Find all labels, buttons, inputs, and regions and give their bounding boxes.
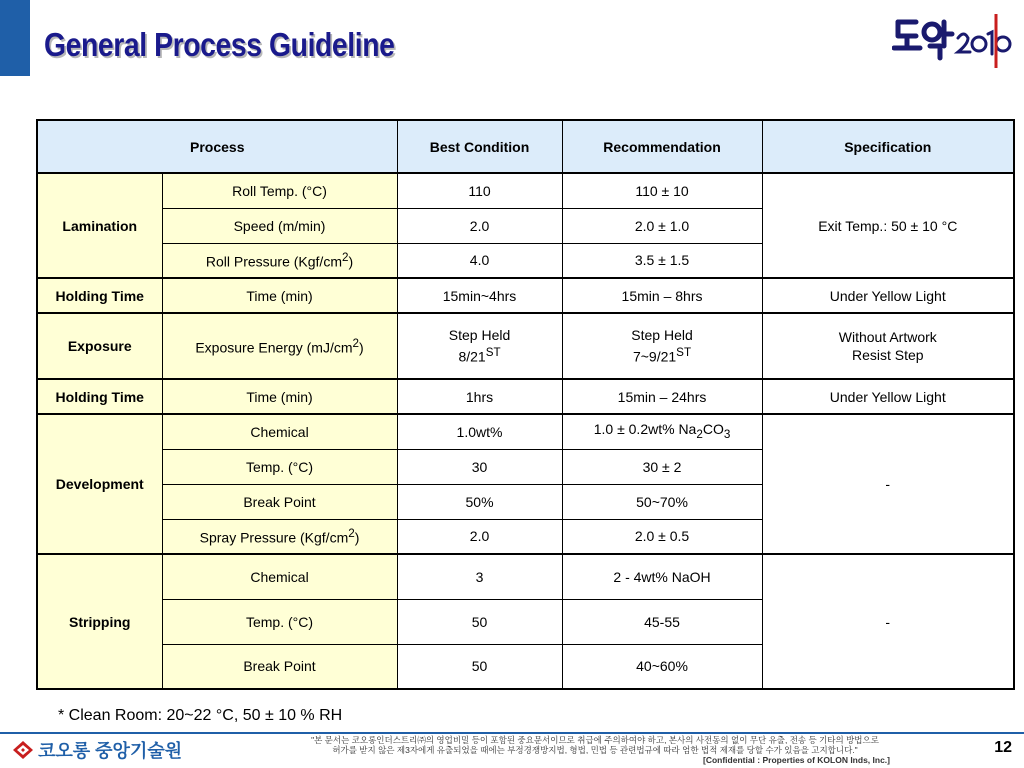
title-accent-bar [0,0,30,76]
best-cell: 4.0 [397,243,562,278]
best-cell: Step Held 8/21ST [397,313,562,379]
table-row [37,278,1014,313]
group-development: Development [37,414,162,554]
best-cell: 1hrs [397,379,562,414]
best-cell: 30 [397,449,562,484]
best-cell: 3 [397,554,562,599]
rec-cell: 50~70% [562,484,762,519]
best-cell: 50 [397,599,562,644]
header-process: Process [37,120,397,173]
kolon-emblem-icon [12,740,34,760]
param-cell: Time (min) [162,379,397,414]
spec-cell: - [762,414,1014,554]
group-stripping: Stripping [37,554,162,689]
confidentiality-line-1: "본 문서는 코오롱인더스트리㈜의 영업비밀 등이 포함된 중요문서이므로 취급에 주의하여야 하고, 본사의 사전동의 없이 무단 유출, 전송 등 기타의 방법으로 [311,735,879,745]
table-row [37,554,1014,599]
doyak-2010-logo [892,10,1016,70]
spec-cell: Exit Temp.: 50 ± 10 °C [762,173,1014,278]
process-guideline-table [36,119,1015,690]
confidential-tag: [Confidential : Properties of KOLON Inds, Inc.] [702,755,890,765]
group-lamination: Lamination [37,173,162,278]
table-header-row [37,120,1014,173]
table-row [37,379,1014,414]
best-cell: 2.0 [397,519,562,554]
header-recommendation: Recommendation [562,120,762,173]
spec-cell: Under Yellow Light [762,379,1014,414]
param-cell: Chemical [162,554,397,599]
confidentiality-line-2: 허가를 받지 않은 제3자에게 유출되었을 때에는 부정경쟁방지법, 형법, 민법 등 관련법규에 따라 엄한 법적 제재를 당할 수가 있음을 고지합니다." [332,745,858,755]
param-cell: Roll Temp. (°C) [162,173,397,208]
header-best-condition: Best Condition [397,120,562,173]
best-cell: 15min~4hrs [397,278,562,313]
best-cell: 110 [397,173,562,208]
group-exposure: Exposure [37,313,162,379]
spec-cell: - [762,554,1014,689]
param-cell: Exposure Energy $(mJ/cm^2)$ [162,313,397,379]
spec-cell: Without Artwork Resist Step [762,313,1014,379]
rec-cell: 15min – 24hrs [562,379,762,414]
confidentiality-notice [250,735,940,765]
clean-room-note: * Clean Room: 20~22 °C, 50 ± 10 % RH [58,707,343,724]
param-cell: Time (min) [162,278,397,313]
table-row [37,414,1014,449]
rec-cell: 2 - 4wt% NaOH [562,554,762,599]
footer-divider [0,732,1024,734]
param-cell: Temp. (°C) [162,599,397,644]
table-row [37,313,1014,379]
rec-cell: Step Held 7~9/21ST [562,313,762,379]
page-number: 12 [994,739,1012,756]
group-holding-time: Holding Time [37,379,162,414]
best-cell: 50% [397,484,562,519]
best-cell: 50 [397,644,562,689]
page-title: General Process Guideline [44,26,395,63]
param-cell: Spray Pressure $(Kgf/cm^2)$ [162,519,397,554]
rec-cell: 110 ± 10 [562,173,762,208]
rec-cell: 30 ± 2 [562,449,762,484]
rec-cell: 2.0 ± 1.0 [562,208,762,243]
best-cell: 2.0 [397,208,562,243]
param-cell: Break Point [162,644,397,689]
rec-cell: 45-55 [562,599,762,644]
company-name: 코오롱 중앙기술원 [38,741,183,761]
rec-cell: 3.5 ± 1.5 [562,243,762,278]
group-holding-time: Holding Time [37,278,162,313]
rec-cell: 1.0 ± 0.2wt% $Na_2CO_3$ [562,414,762,449]
company-brand [12,737,182,763]
rec-cell: 40~60% [562,644,762,689]
rec-cell: 2.0 ± 0.5 [562,519,762,554]
spec-cell: Under Yellow Light [762,278,1014,313]
best-cell: 1.0wt% [397,414,562,449]
param-cell: Speed (m/min) [162,208,397,243]
table-row [37,173,1014,208]
param-cell: Chemical [162,414,397,449]
param-cell: Roll Pressure $(Kgf/cm^2)$ [162,243,397,278]
param-cell: Temp. (°C) [162,449,397,484]
param-cell: Break Point [162,484,397,519]
header-specification: Specification [762,120,1014,173]
rec-cell: 15min – 8hrs [562,278,762,313]
